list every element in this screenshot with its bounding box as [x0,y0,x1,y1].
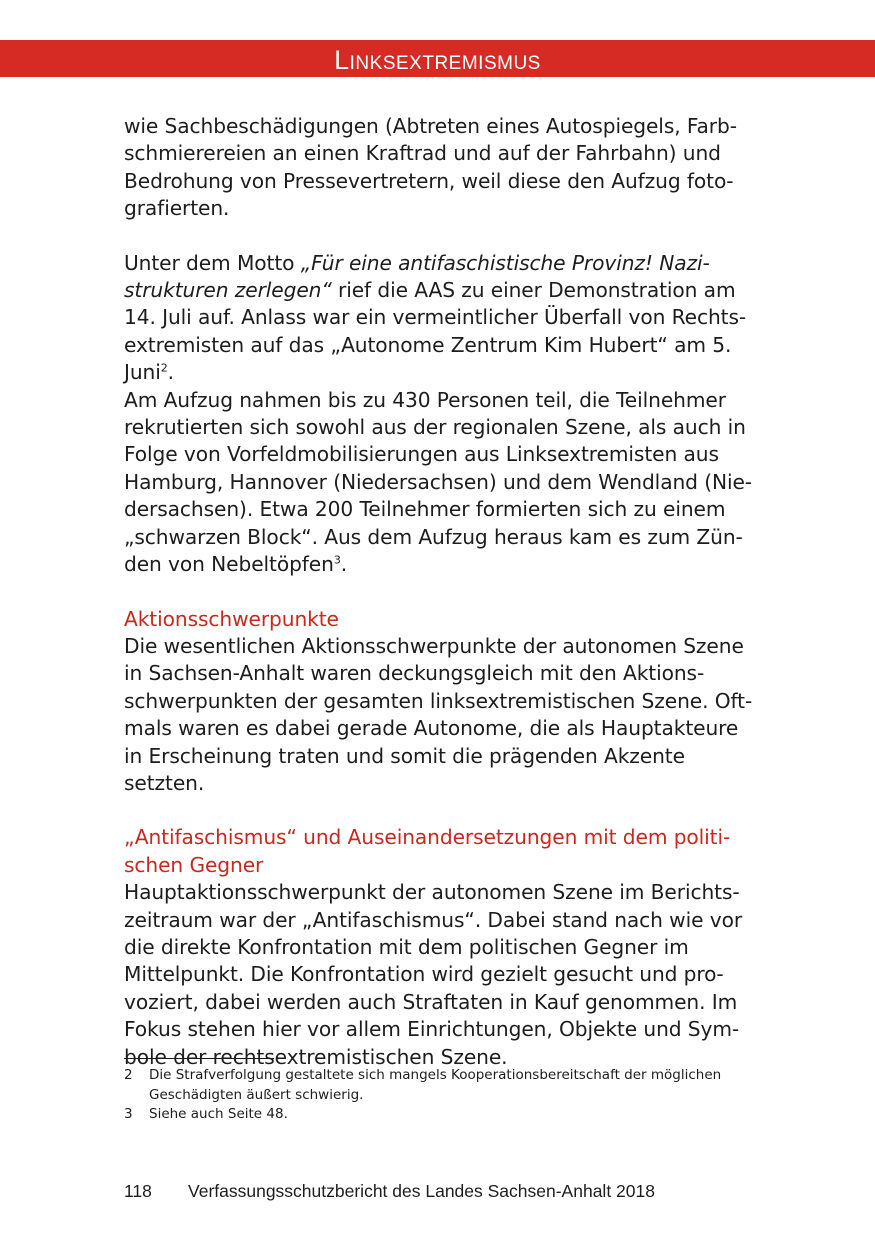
main-content [124,113,754,1071]
paragraph-text: Unter dem Motto [124,250,301,275]
footnote-text: Die Strafverfolgung gestaltete sich mangels Kooperationsbereitschaft der möglichen Geschädigten äußert schwierig. [149,1067,722,1103]
page-number: 118 [124,1181,152,1201]
paragraph: wie Sachbeschädigungen (Abtreten eines Autospiegels, Farbschmierereien an einen Kraftrad und auf der Fahrbahn) und Bedrohung von Pressevertretern, weil diese den Aufzug fotografierten. [124,114,738,221]
footnote-text: Siehe auch Seite 48. [149,1106,288,1122]
footnote-divider [124,1058,274,1059]
paragraph-text: . [340,552,348,577]
page-footer [124,1181,655,1202]
paragraph-motto [124,250,754,387]
publication-title: Verfassungsschutzbericht des Landes Sachsen-Anhalt 2018 [188,1181,655,1201]
footnote-number: 3 [124,1106,133,1122]
paragraph-text: . [167,360,174,385]
footnotes [124,1066,744,1125]
chapter-title: Linksextremismus [334,45,541,75]
paragraph: Die wesentlichen Aktionsschwerpunkte der autonomen Szene in Sachsen-Anhalt waren deckungsgleich mit den Aktionsschwerpunkten der gesamten linksextremistischen Szene. Oftmals waren es dabei gerade Autonome, die als Hauptakteure in Erscheinung traten und somit die prägenden Akzente setzten. [124,633,753,795]
footnote [124,1105,744,1125]
paragraph-text: Am Aufzug nahmen bis zu 430 Personen teil, die Teilnehmer rekrutierten sich sowohl aus der regionalen Szene, als auch in Folge von Vorfeldmobilisierungen aus Linksextremisten aus Hamburg, Hannover (Niedersachsen) und dem Wendland (Niedersachsen). Etwa 200 Teilnehmer formierten sich zu einem „schwarzen Block“. Aus dem Aufzug heraus kam es zum Zünden von Nebeltöpfen [124,387,753,577]
paragraph-participants [124,387,754,579]
chapter-header [0,40,875,77]
footnote-number: 2 [124,1067,133,1083]
footnote-ref[interactable]: 3 [333,553,341,567]
paragraph: Hauptaktionsschwerpunkt der autonomen Szene im Berichtszeitraum war der „Antifaschismus“. Dabei stand nach wie vor die direkte Konfrontation mit dem politischen Gegner im Mittelpunkt. Die Konfrontation wird gezielt gesucht und provoziert, dabei werden auch Straftaten in Kauf genommen. Im Fokus stehen hier vor allem Einrichtungen, Objekte und Symbole der rechtsextremistischen Szene. [124,880,743,1069]
footnote-ref[interactable]: 2 [160,361,168,375]
paragraph-text: rief die AAS zu einer Demonstration am 14. Juli auf. Anlass war ein vermeintlicher Überfall von Rechtsextremisten auf das „Autonome Zentrum Kim Hubert“ am 5. Juni [124,278,747,385]
section-heading: Aktionsschwerpunkte [124,606,339,631]
footnote [124,1066,744,1105]
motto-quote: „Für eine antifaschistische Provinz! Nazistrukturen zerlegen“ [124,250,710,303]
section-heading: „Antifaschismus“ und Auseinandersetzungen mit dem politischen Gegner [124,825,731,877]
